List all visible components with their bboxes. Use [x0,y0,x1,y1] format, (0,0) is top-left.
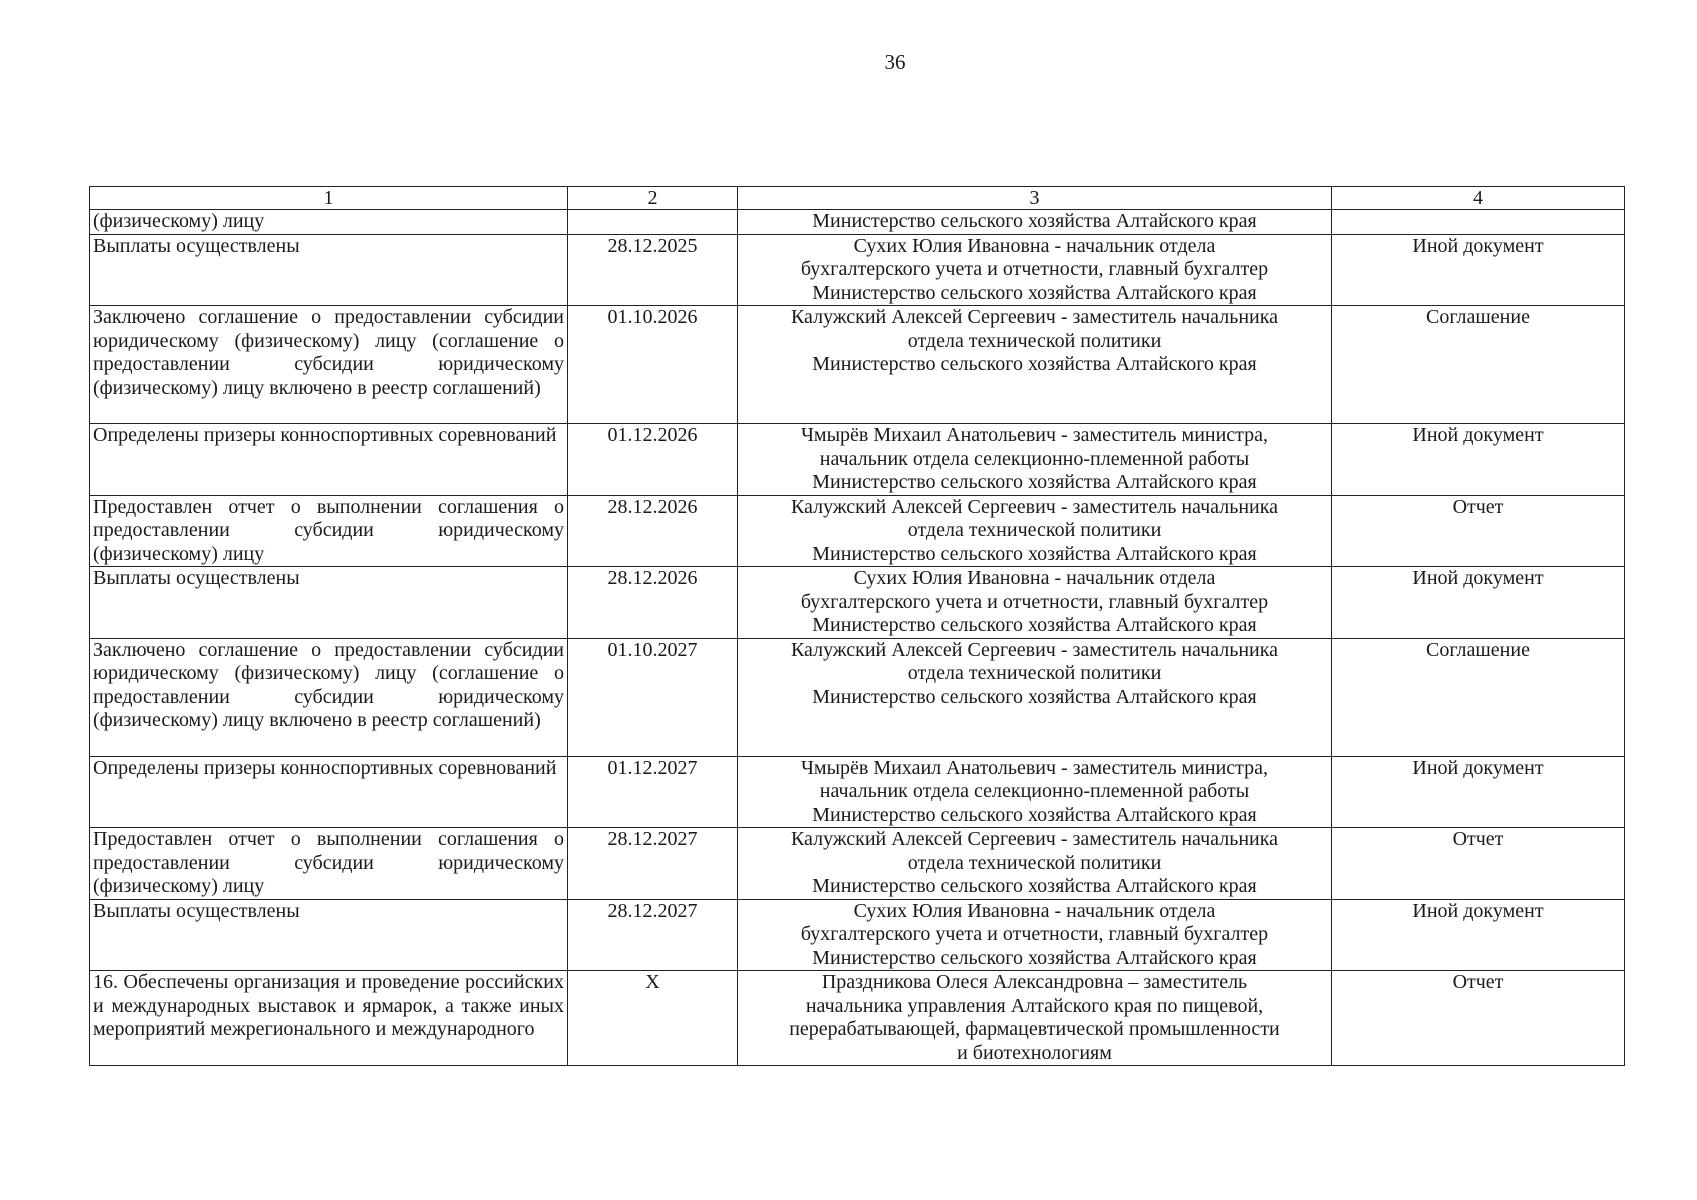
date-cell: 01.10.2026 [568,306,738,424]
table-row [90,495,1625,567]
responsible-cell [738,567,1332,639]
column-header: 1 [90,187,568,210]
responsible-cell [738,424,1332,496]
responsible-line: Чмырёв Михаил Анатольевич - заместитель министра, [800,756,1269,779]
date-cell: X [568,971,738,1066]
responsible-cell [738,828,1332,900]
event-cell: 16. Обеспечены организация и проведение российских и международных выставок и ярмарок, а также иных мероприятий межрегионального и международного [90,971,568,1066]
responsible-cell [738,899,1332,971]
table-row [90,899,1625,971]
responsible-line: Министерство сельского хозяйства Алтайского края [812,542,1257,565]
document-type-cell: Соглашение [1332,638,1625,756]
responsible-cell [738,756,1332,828]
column-header: 4 [1332,187,1625,210]
responsible-line: бухгалтерского учета и отчетности, главный бухгалтер [800,923,1269,945]
responsible-line: Калужский Алексей Сергеевич - заместитель начальника [790,495,1279,518]
document-type-cell: Отчет [1332,828,1625,900]
event-cell: (физическому) лицу [90,210,568,235]
event-cell: Выплаты осуществлены [90,899,568,971]
responsible-cell [738,971,1332,1066]
table-row [90,567,1625,639]
responsible-line: отдела технической политики [907,519,1162,541]
document-type-cell: Иной документ [1332,567,1625,639]
document-type-cell: Иной документ [1332,234,1625,306]
responsible-line: Министерство сельского хозяйства Алтайского края [812,210,1257,232]
table-row [90,424,1625,496]
date-cell: 28.12.2027 [568,828,738,900]
document-type-cell: Иной документ [1332,424,1625,496]
responsible-cell [738,210,1332,235]
responsible-line: Министерство сельского хозяйства Алтайского края [812,875,1257,897]
responsible-line: Чмырёв Михаил Анатольевич - заместитель министра, [800,424,1269,446]
date-cell: 01.12.2027 [568,756,738,828]
responsible-line: перерабатывающей, фармацевтической промышленности [789,1018,1280,1040]
responsible-line: Калужский Алексей Сергеевич - заместитель начальника [790,306,1279,328]
document-type-cell [1332,210,1625,235]
event-cell: Выплаты осуществлены [90,234,568,306]
responsible-line: Калужский Алексей Сергеевич - заместитель начальника [790,828,1279,850]
responsible-line: Сухих Юлия Ивановна - начальник отдела [853,567,1216,589]
responsible-line: Министерство сельского хозяйства Алтайского края [812,803,1257,826]
document-type-cell: Отчет [1332,971,1625,1066]
date-cell: 28.12.2027 [568,899,738,971]
data-table [89,186,1625,1066]
date-cell: 28.12.2026 [568,495,738,567]
responsible-line: и биотехнологиям [957,1041,1112,1064]
event-cell: Предоставлен отчет о выполнении соглашения о предоставлении субсидии юридическому (физическому) лицу [90,828,568,900]
table-row [90,210,1625,235]
responsible-line: Министерство сельского хозяйства Алтайского края [812,614,1257,636]
date-cell: 28.12.2025 [568,234,738,306]
responsible-cell [738,495,1332,567]
responsible-cell [738,638,1332,756]
responsible-line: Праздникова Олеся Александровна – заместитель [821,971,1248,993]
date-cell: 01.12.2026 [568,424,738,496]
table-row [90,971,1625,1066]
responsible-line: отдела технической политики [907,662,1162,684]
responsible-line: отдела технической политики [907,851,1162,874]
responsible-line: Калужский Алексей Сергеевич - заместитель начальника [790,638,1279,661]
responsible-line: Министерство сельского хозяйства Алтайского края [812,281,1257,304]
responsible-line: начальник отдела селекционно-племенной работы [819,780,1250,802]
responsible-line: отдела технической политики [907,329,1162,352]
responsible-line: Сухих Юлия Ивановна - начальник отдела [853,899,1216,922]
table-row [90,756,1625,828]
header-row [90,187,1625,210]
event-cell: Определены призеры конноспортивных соревнований [90,424,568,496]
document-type-cell: Иной документ [1332,899,1625,971]
column-header: 2 [568,187,738,210]
column-header: 3 [738,187,1332,210]
responsible-line: Сухих Юлия Ивановна - начальник отдела [853,234,1216,257]
event-cell: Заключено соглашение о предоставлении субсидии юридическому (физическому) лицу (соглашение о предоставлении субсидии юридическому (физическому) лицу включено в реестр соглашений) [90,638,568,756]
date-cell: 28.12.2026 [568,567,738,639]
responsible-line: Министерство сельского хозяйства Алтайского края [812,946,1257,969]
responsible-line: начальник отдела селекционно-племенной работы [819,447,1250,470]
table-body [90,210,1625,1066]
table-row [90,638,1625,756]
responsible-line: бухгалтерского учета и отчетности, главный бухгалтер [800,590,1269,613]
responsible-line: Министерство сельского хозяйства Алтайского края [812,471,1257,493]
page-number: 36 [884,50,906,74]
date-cell [568,210,738,235]
event-cell: Заключено соглашение о предоставлении субсидии юридическому (физическому) лицу (соглашение о предоставлении субсидии юридическому (физическому) лицу включено в реестр соглашений) [90,306,568,424]
document-type-cell: Соглашение [1332,306,1625,424]
responsible-line: начальника управления Алтайского края по пищевой, [805,994,1264,1017]
document-type-cell: Иной документ [1332,756,1625,828]
responsible-line: бухгалтерского учета и отчетности, главный бухгалтер [800,258,1269,280]
responsible-cell [738,306,1332,424]
responsible-line: Министерство сельского хозяйства Алтайского края [812,685,1257,708]
table-row [90,828,1625,900]
responsible-line: Министерство сельского хозяйства Алтайского края [812,353,1257,375]
event-cell: Предоставлен отчет о выполнении соглашения о предоставлении субсидии юридическому (физическому) лицу [90,495,568,567]
table-row [90,234,1625,306]
date-cell: 01.10.2027 [568,638,738,756]
table-row [90,306,1625,424]
event-cell: Определены призеры конноспортивных соревнований [90,756,568,828]
event-cell: Выплаты осуществлены [90,567,568,639]
responsible-cell [738,234,1332,306]
document-type-cell: Отчет [1332,495,1625,567]
